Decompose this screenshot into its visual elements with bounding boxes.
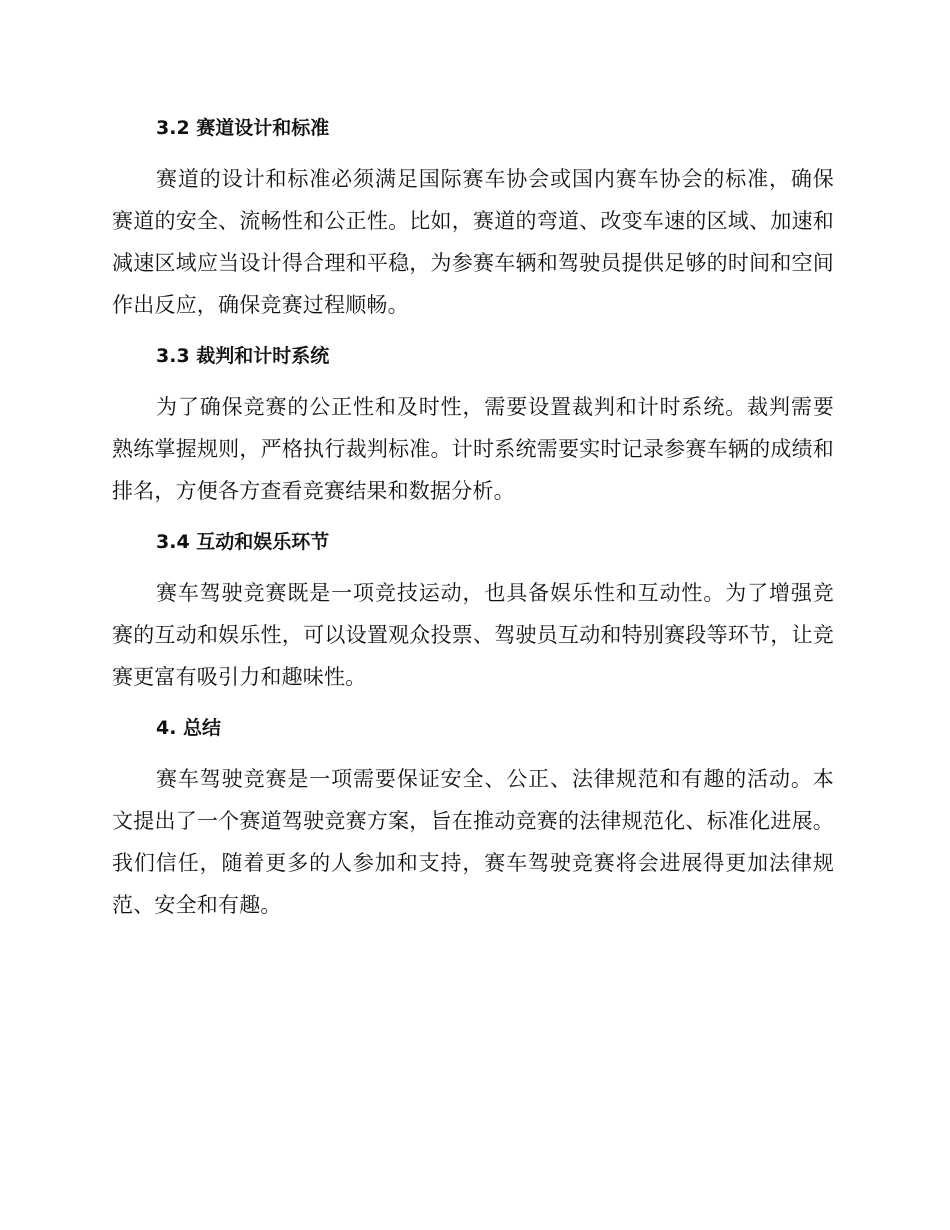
section-paragraph: 赛道的设计和标准必须满足国际赛车协会或国内赛车协会的标准，确保赛道的安全、流畅性和公正性。比如，赛道的弯道、改变车速的区域、加速和减速区域应当设计得合理和平稳，为参赛车辆和驾驶员提供足够的时间和空间作出反应，确保竞赛过程顺畅。 — [112, 167, 834, 317]
section-paragraph: 赛车驾驶竞赛既是一项竞技运动，也具备娱乐性和互动性。为了增强竞赛的互动和娱乐性，可以设置观众投票、驾驶员互动和特别赛段等环节，让竞赛更富有吸引力和趣味性。 — [112, 581, 834, 689]
section-3-3 — [112, 336, 834, 512]
section-paragraph: 赛车驾驶竞赛是一项需要保证安全、公正、法律规范和有趣的活动。本文提出了一个赛道驾驶竞赛方案，旨在推动竞赛的法律规范化、标准化进展。我们信任，随着更多的人参加和支持，赛车驾驶竞赛将会进展得更加法律规范、安全和有趣。 — [112, 767, 834, 917]
section-3-4 — [112, 522, 834, 698]
section-3-2 — [112, 108, 834, 326]
section-heading: 4. 总结 — [156, 717, 222, 739]
document-page — [112, 108, 834, 936]
section-heading: 3.3 裁判和计时系统 — [156, 345, 330, 367]
section-heading: 3.2 赛道设计和标准 — [156, 117, 330, 139]
section-4-summary — [112, 708, 834, 926]
section-heading: 3.4 互动和娱乐环节 — [156, 531, 330, 553]
section-paragraph: 为了确保竞赛的公正性和及时性，需要设置裁判和计时系统。裁判需要熟练掌握规则，严格执行裁判标准。计时系统需要实时记录参赛车辆的成绩和排名，方便各方查看竞赛结果和数据分析。 — [112, 395, 834, 503]
